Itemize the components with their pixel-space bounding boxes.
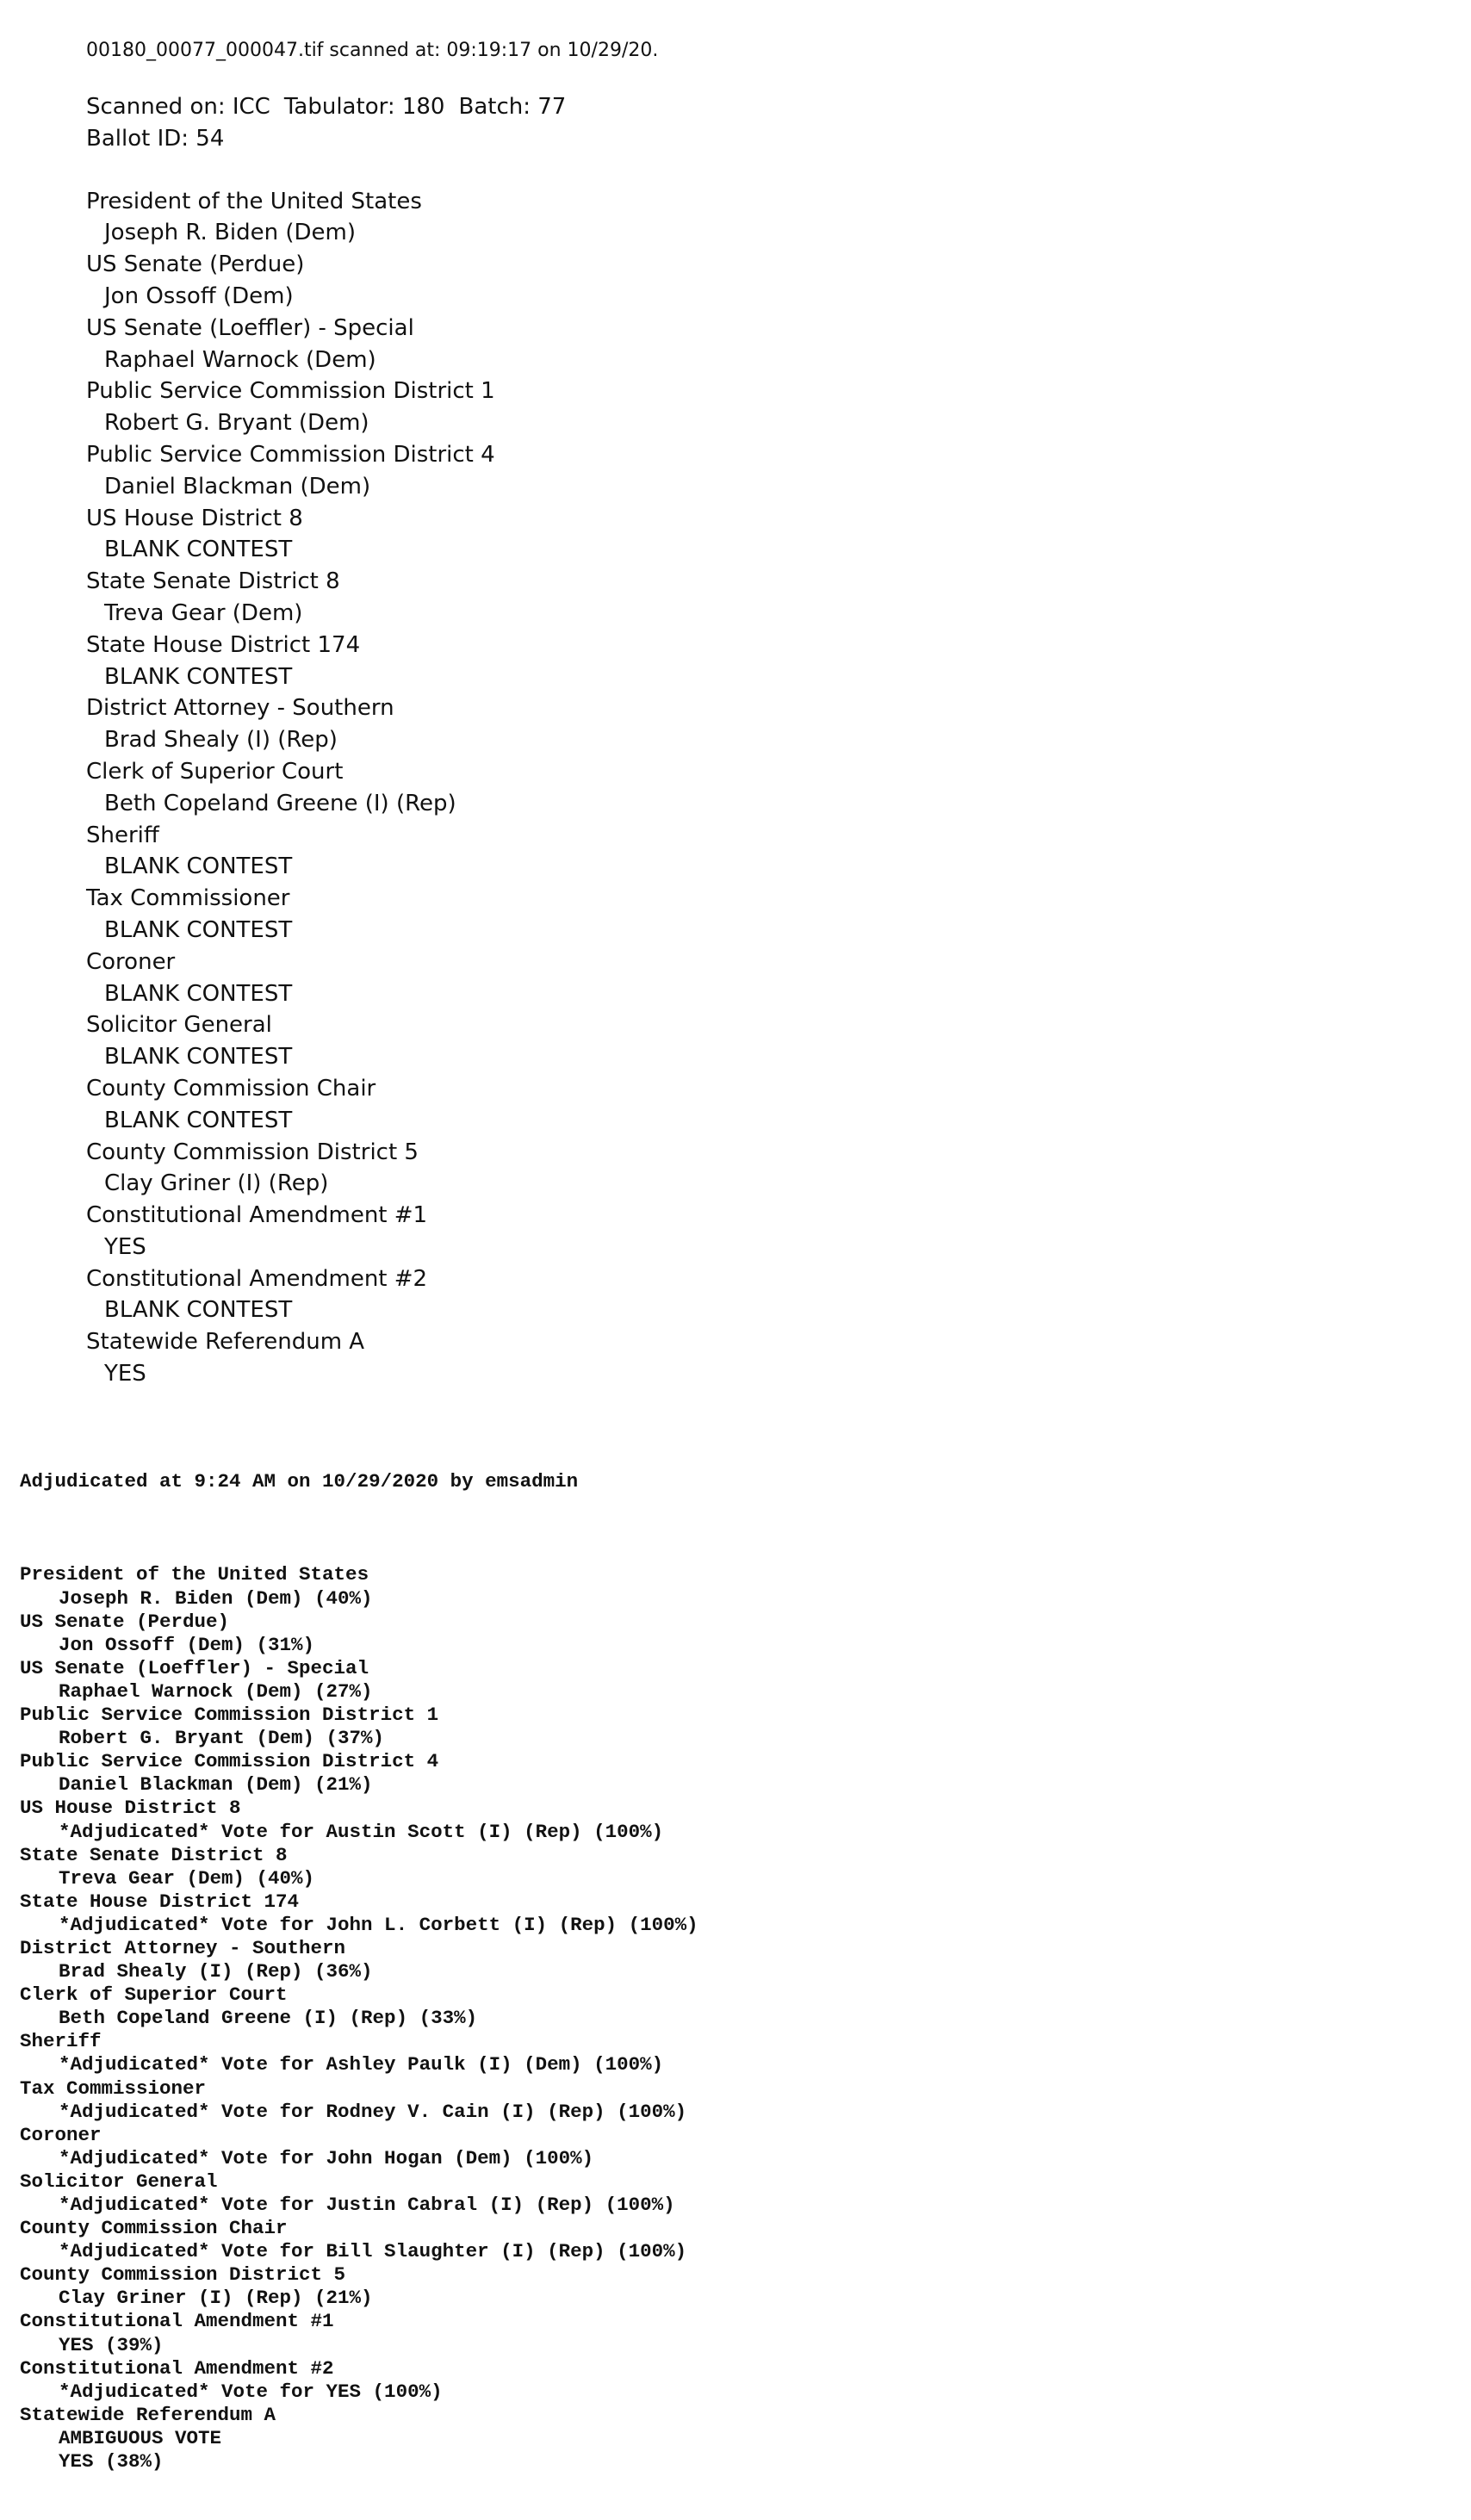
contest-choice: BLANK CONTEST [104, 916, 293, 943]
batch-label: Batch: 77 [458, 94, 567, 120]
contest-title: Constitutional Amendment #1 [86, 1202, 428, 1229]
contest-choice: Jon Ossoff (Dem) [104, 282, 294, 309]
adjudicated-contest-title: President of the United States [20, 1563, 369, 1586]
contest-choice: YES [104, 1361, 146, 1387]
contest-choice: Brad Shealy (I) (Rep) [104, 727, 338, 754]
contest-title: Clerk of Superior Court [86, 758, 344, 785]
adjudicated-contest-title: Tax Commissioner [20, 2076, 207, 2100]
adjudicated-contest-choice: Robert G. Bryant (Dem) (37%) [59, 1727, 385, 1750]
adjudicated-contest-choice: Daniel Blackman (Dem) (21%) [59, 1773, 373, 1797]
contest-title: Public Service Commission District 4 [86, 441, 495, 468]
adjudicated-contest-choice: YES (38%) [59, 2450, 164, 2473]
contest-choice: Beth Copeland Greene (I) (Rep) [104, 790, 456, 816]
contest-title: Sheriff [86, 822, 159, 848]
adjudication-header: Adjudicated at 9:24 AM on 10/29/2020 by emsadmin [20, 1470, 579, 1493]
scan-summary [86, 38, 658, 1390]
contest-choice: YES [104, 1233, 146, 1260]
ballot-id-label: Ballot ID: 54 [86, 125, 225, 152]
adjudicated-contest-title: US Senate (Perdue) [20, 1610, 230, 1633]
adjudicated-contest-choice: *Adjudicated* Vote for Bill Slaughter (I) (Rep) (100%) [59, 2240, 687, 2263]
contest-title: Statewide Referendum A [86, 1329, 365, 1356]
adjudicated-contest-choice: Brad Shealy (I) (Rep) (36%) [59, 1960, 373, 1983]
contest-choice: Clay Griner (I) (Rep) [104, 1170, 329, 1197]
adjudicated-contest-title: Clerk of Superior Court [20, 1983, 288, 2007]
scan-filename-line: 00180_00077_000047.tif scanned at: 09:19:17 on 10/29/20. [86, 40, 659, 61]
adjudicated-contest-title: Constitutional Amendment #1 [20, 2310, 334, 2333]
contest-choice: BLANK CONTEST [104, 1107, 293, 1133]
contest-title: State House District 174 [86, 631, 361, 658]
adjudicated-contest-choice: Jon Ossoff (Dem) (31%) [59, 1633, 315, 1656]
adjudicated-contest-choice: *Adjudicated* Vote for John Hogan (Dem) (100%) [59, 2146, 594, 2169]
adjudicated-contest-choice: *Adjudicated* Vote for Ashley Paulk (I) (Dem) (100%) [59, 2053, 664, 2076]
contest-choice: BLANK CONTEST [104, 853, 293, 880]
contest-choice: BLANK CONTEST [104, 663, 293, 690]
adjudicated-contest-title: Solicitor General [20, 2169, 218, 2193]
contest-title: Public Service Commission District 1 [86, 378, 495, 405]
adjudicated-contest-title: Sheriff [20, 2030, 102, 2053]
adjudication-section [20, 1424, 698, 2520]
contest-title: District Attorney - Southern [86, 695, 394, 722]
adjudicated-contest-title: Public Service Commission District 4 [20, 1750, 439, 1773]
adjudicated-contest-choice: AMBIGUOUS VOTE [59, 2426, 222, 2449]
contest-title: County Commission Chair [86, 1075, 376, 1102]
adjudicated-contest-choice: Raphael Warnock (Dem) (27%) [59, 1679, 373, 1703]
contest-choice: Treva Gear (Dem) [104, 599, 303, 626]
adjudicated-contest-choice: *Adjudicated* Vote for Rodney V. Cain (I) (Rep) (100%) [59, 2100, 687, 2123]
contest-choice: BLANK CONTEST [104, 1044, 293, 1071]
contest-title: State Senate District 8 [86, 568, 340, 595]
contest-title: President of the United States [86, 188, 422, 214]
adjudicated-contest-title: US House District 8 [20, 1797, 241, 1820]
contest-choice: BLANK CONTEST [104, 537, 293, 563]
adjudicated-contest-choice: *Adjudicated* Vote for Justin Cabral (I) (Rep) (100%) [59, 2194, 675, 2216]
contest-choice: Robert G. Bryant (Dem) [104, 410, 369, 437]
contest-title: US House District 8 [86, 505, 303, 531]
contest-title: US Senate (Loeffler) - Special [86, 314, 414, 341]
adjudicated-contest-choice: Joseph R. Biden (Dem) (40%) [59, 1586, 373, 1610]
contest-title: County Commission District 5 [86, 1139, 419, 1165]
contest-choice: BLANK CONTEST [104, 1297, 293, 1324]
contest-choice: BLANK CONTEST [104, 980, 293, 1007]
contest-title: Solicitor General [86, 1012, 272, 1039]
adjudicated-contest-title: Constitutional Amendment #2 [20, 2356, 334, 2380]
tabulator-label: Tabulator: 180 [283, 94, 445, 120]
contest-choice: Raphael Warnock (Dem) [104, 346, 376, 373]
adjudicated-contest-choice: Treva Gear (Dem) (40%) [59, 1866, 315, 1890]
contest-list [86, 186, 658, 1390]
contest-title: US Senate (Perdue) [86, 251, 305, 278]
adjudicated-contest-choice: YES (39%) [59, 2333, 164, 2356]
adjudicated-contest-choice: *Adjudicated* Vote for John L. Corbett (I) (Rep) (100%) [59, 1913, 698, 1936]
adjudicated-contest-title: US Senate (Loeffler) - Special [20, 1656, 369, 1679]
adjudication-list [20, 1563, 698, 2473]
adjudicated-contest-choice: Clay Griner (I) (Rep) (21%) [59, 2287, 373, 2310]
adjudicated-contest-title: Public Service Commission District 1 [20, 1704, 439, 1727]
contest-title: Tax Commissioner [86, 885, 290, 912]
adjudicated-contest-choice: Beth Copeland Greene (I) (Rep) (33%) [59, 2007, 478, 2030]
adjudicated-contest-title: Statewide Referendum A [20, 2403, 276, 2426]
contest-title: Constitutional Amendment #2 [86, 1265, 428, 1292]
contest-choice: Daniel Blackman (Dem) [104, 473, 371, 500]
contest-choice: Joseph R. Biden (Dem) [104, 220, 356, 246]
adjudicated-contest-title: Coroner [20, 2123, 102, 2146]
adjudicated-contest-choice: *Adjudicated* Vote for YES (100%) [59, 2380, 443, 2403]
contest-title: Coroner [86, 948, 176, 975]
adjudicated-contest-title: County Commission District 5 [20, 2263, 346, 2287]
adjudicated-contest-title: State House District 174 [20, 1890, 300, 1913]
adjudicated-contest-title: County Commission Chair [20, 2217, 288, 2240]
adjudicated-contest-title: State Senate District 8 [20, 1843, 288, 1866]
scanned-on-label: Scanned on: ICC [86, 94, 270, 120]
adjudicated-contest-choice: *Adjudicated* Vote for Austin Scott (I) (Rep) (100%) [59, 1820, 664, 1843]
adjudicated-contest-title: District Attorney - Southern [20, 1936, 346, 1959]
scan-meta-line [86, 91, 658, 123]
